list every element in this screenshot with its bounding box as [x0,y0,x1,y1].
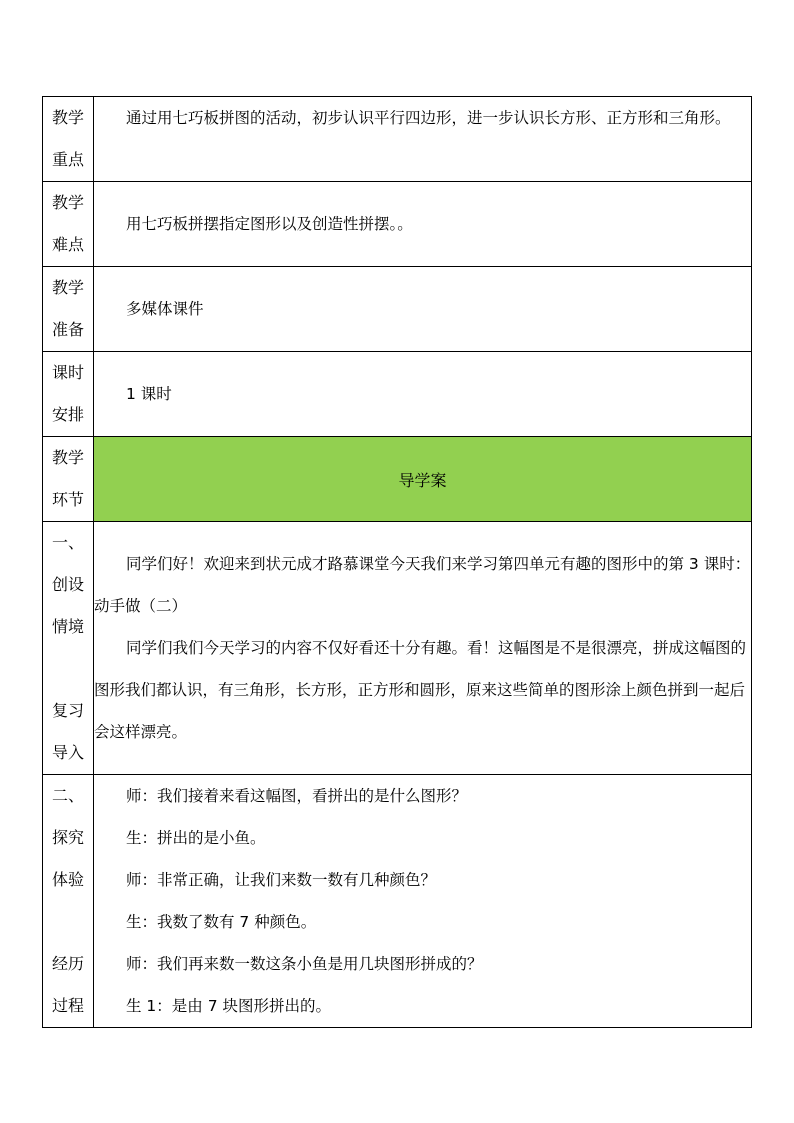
label-line: 教学 [51,108,84,127]
label-spacer [43,648,93,690]
dialogue-line: 生 1：是由 7 块图形拼出的。 [126,997,332,1015]
row-preparation [43,267,752,352]
content-schedule [94,352,752,437]
label-difficulties [43,182,94,267]
label-part1 [43,522,94,775]
label-key-points [43,97,94,182]
content-preparation [94,267,752,352]
row-schedule [43,352,752,437]
dialogue-line: 生：拼出的是小鱼。 [126,829,266,847]
label-line: 教学 [51,278,84,297]
label-line: 难点 [51,235,84,254]
row-difficulties [43,182,752,267]
content-part1 [94,522,752,775]
content-key-points [94,97,752,182]
label-line: 准备 [51,320,84,339]
preparation-text: 多媒体课件 [126,300,204,318]
label-section [43,437,94,522]
row-key-points [43,97,752,182]
label-line: 课时 [51,363,84,382]
label-line: 过程 [51,996,84,1015]
label-line: 教学 [51,193,84,212]
label-line: 二、 [51,786,84,805]
content-part2 [94,775,752,1028]
label-line: 导入 [51,743,84,762]
paragraph: 同学们我们今天学习的内容不仅好看还十分有趣。看！这幅图是不是很漂亮，拼成这幅图的图形我们都认识，有三角形，长方形，正方形和圆形，原来这些简单的图形涂上颜色拼到一起后会这样漂亮。 [94,639,747,741]
difficulties-text: 用七巧板拼摆指定图形以及创造性拼摆。。 [126,215,413,233]
label-line: 探究 [51,828,84,847]
row-part2 [43,775,752,1028]
label-line: 经历 [51,954,84,973]
dialogue-line: 师：我们接着来看这幅图，看拼出的是什么图形？ [126,787,468,805]
section-title: 导学案 [398,470,447,490]
row-section [43,437,752,522]
label-line: 复习 [51,701,84,720]
row-part1 [43,522,752,775]
label-spacer [43,901,93,943]
content-difficulties [94,182,752,267]
label-schedule [43,352,94,437]
dialogue-line: 师：我们再来数一数这条小鱼是用几块图形拼成的？ [126,955,483,973]
label-line: 重点 [51,150,84,169]
label-line: 体验 [51,870,84,889]
label-line: 情境 [51,617,84,636]
paragraph: 同学们好！欢迎来到状元成才路慕课堂今天我们来学习第四单元有趣的图形中的第 3 课时：动手做（二） [94,555,751,615]
label-line: 教学 [51,448,84,467]
label-line: 创设 [51,575,84,594]
label-line: 环节 [51,490,84,509]
lesson-plan-table [42,96,752,1028]
key-points-text: 通过用七巧板拼图的活动，初步认识平行四边形，进一步认识长方形、正方形和三角形。 [126,109,731,127]
dialogue-line: 师：非常正确，让我们来数一数有几种颜色？ [126,871,437,889]
label-preparation [43,267,94,352]
dialogue-line: 生：我数了数有 7 种颜色。 [126,913,317,931]
label-line: 安排 [51,405,84,424]
label-part2 [43,775,94,1028]
schedule-text: 1 课时 [126,385,172,403]
section-header-cell [94,437,752,522]
label-line: 一、 [51,533,84,552]
